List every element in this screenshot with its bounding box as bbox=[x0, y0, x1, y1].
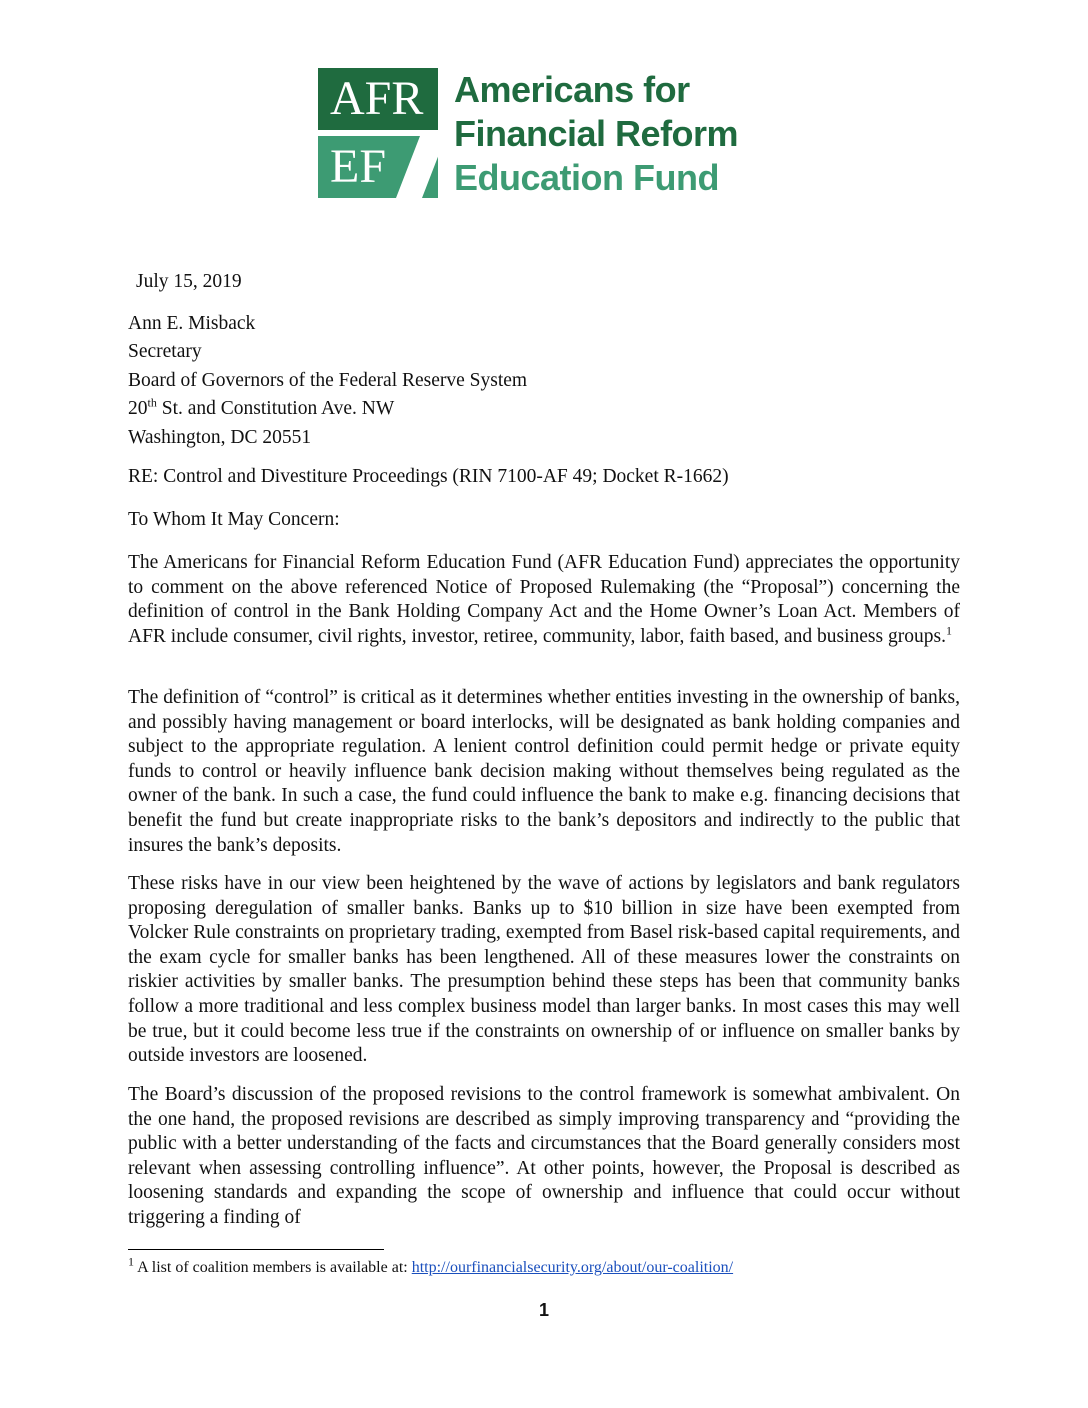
logo-name-line-3: Education Fund bbox=[454, 157, 719, 198]
logo-afr-box: AFR bbox=[318, 68, 438, 130]
salutation: To Whom It May Concern: bbox=[128, 509, 340, 530]
logo-wordmark bbox=[454, 68, 738, 200]
footnote bbox=[128, 1254, 734, 1278]
recipient-org: Board of Governors of the Federal Reserve System bbox=[128, 369, 528, 391]
footnote-text: A list of coalition members is available at: bbox=[134, 1259, 412, 1276]
recipient-name: Ann E. Misback bbox=[128, 313, 256, 334]
coalition-link[interactable]: http://ourfinancialsecurity.org/about/our-coalition/ bbox=[411, 1259, 734, 1276]
footnote-reference[interactable]: 1 bbox=[945, 623, 952, 638]
footnote-mark: 1 bbox=[128, 1254, 134, 1269]
recipient-city: Washington, DC 20551 bbox=[128, 426, 312, 448]
letter-date: July 15, 2019 bbox=[136, 271, 242, 292]
street-number: 20 bbox=[128, 398, 148, 420]
logo-ef-box: EF bbox=[318, 136, 438, 198]
logo-slash-shape bbox=[396, 134, 446, 200]
afr-logo bbox=[318, 68, 788, 203]
street-ordinal: th bbox=[147, 395, 157, 410]
page-number: 1 bbox=[538, 1300, 549, 1320]
paragraph-1 bbox=[128, 551, 960, 649]
logo-name-line-1: Americans for bbox=[454, 69, 690, 110]
paragraph-3: These risks have in our view been heightened by the wave of actions by legislators and bank regulators proposing deregulation of smaller banks. Banks up to $10 billion in size have been exempted from Volcker Rule constraints on proprietary trading, exempted from Basel risk-based capital requirements, and the exam cycle for smaller banks has been lengthened. All of these measures lower the constraints on riskier activities by smaller banks. The presumption behind these steps has been that community banks follow a more traditional and less complex business model than larger banks. In most cases this may well be true, but it could become less true if the constraints on ownership of or influence on smaller banks by outside investors are loosened. bbox=[128, 873, 960, 1067]
footnote-divider bbox=[128, 1249, 384, 1250]
recipient-address bbox=[128, 310, 960, 452]
paragraph-4: The Board’s discussion of the proposed revisions to the control framework is somewhat ambivalent. On the one hand, the proposed revisions are described as simply improving transparency and “providing the public with a better understanding of the facts and circumstances that the Board generally considers most relevant when assessing controlling influence”. At other points, however, the Proposal is described as loosening standards and expanding the scope of ownership and influence that could occur without triggering a finding of bbox=[128, 1084, 960, 1228]
recipient-title: Secretary bbox=[128, 341, 202, 363]
subject-line: RE: Control and Divestiture Proceedings (RIN 7100-AF 49; Docket R-1662) bbox=[128, 466, 729, 487]
paragraph-1-text: The Americans for Financial Reform Education Fund (AFR Education Fund) appreciates the opportunity to comment on the above referenced Notice of Proposed Rulemaking (the “Proposal”) concerning the definition of control in the Bank Holding Company Act and the Home Owner’s Loan Act. Members of AFR include consumer, civil rights, investor, retiree, community, labor, faith based, and business groups. bbox=[128, 552, 960, 647]
recipient-street bbox=[128, 395, 960, 423]
logo-name-line-2: Financial Reform bbox=[454, 113, 739, 154]
paragraph-2: The definition of “control” is critical as it determines whether entities investing in the ownership of banks, and possibly having management or board interlocks, will be designated as bank holding companies and subject to the appropriate regulation. A lenient control definition could permit hedge or private equity funds to control or heavily influence bank decision making without themselves being regulated as the owner of the bank. In such a case, the fund could influence the bank to make e.g. financing decisions that benefit the fund but create inappropriate risks to the bank’s depositors and indirectly to the public that insures the bank’s deposits. bbox=[128, 687, 960, 856]
street-name: St. and Constitution Ave. NW bbox=[156, 398, 395, 420]
